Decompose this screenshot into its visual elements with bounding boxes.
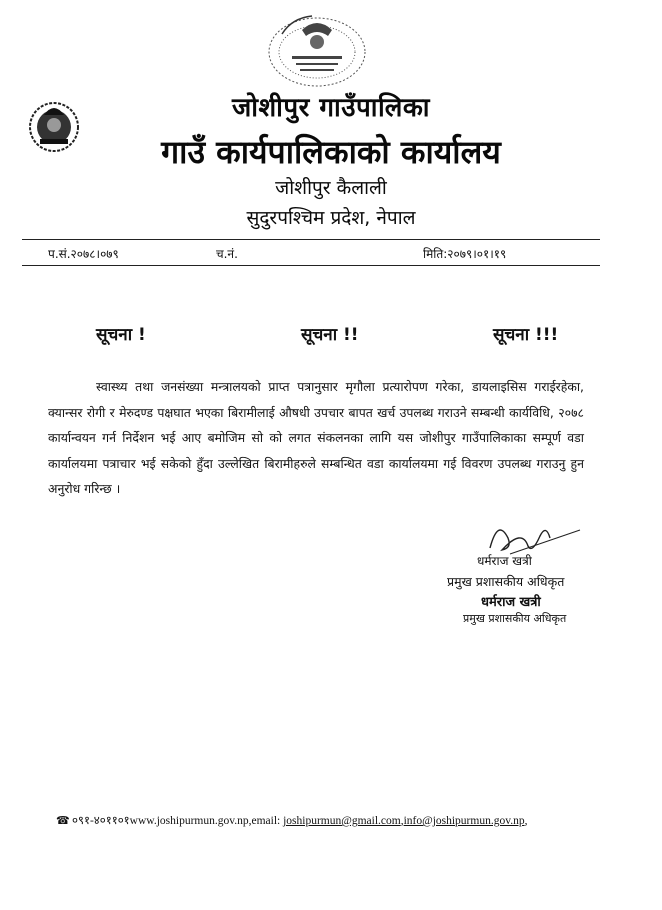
footer-website[interactable]: www.joshipurmun.gov.np, xyxy=(129,815,252,827)
notice-heading-3: सूचना !!! xyxy=(493,325,559,345)
footer-email-1[interactable]: joshipurmun@gmail.com xyxy=(283,815,401,827)
office-province: सुदुरपश्चिम प्रदेश, नेपाल xyxy=(246,207,416,229)
signatory-name-handwritten: धर्मराज खत्री xyxy=(477,554,532,568)
footer-sep: , xyxy=(400,815,404,827)
office-location: जोशीपुर कैलाली xyxy=(275,177,387,199)
letter-date: मिति:२०७९।०१।१९ xyxy=(423,247,507,261)
letter-number: प.सं.२०७८।०७९ xyxy=(48,247,119,261)
contact-footer xyxy=(56,813,616,828)
notice-heading-1: सूचना ! xyxy=(96,325,146,345)
notice-heading-2: सूचना !! xyxy=(301,325,359,345)
office-name: गाउँ कार्यपालिकाको कार्यालय xyxy=(161,133,501,171)
footer-email-label: email: xyxy=(251,815,284,827)
dispatch-number: च.नं. xyxy=(216,247,238,261)
header-divider-bottom xyxy=(22,265,600,266)
signatory-title-handwritten: प्रमुख प्रशासकीय अधिकृत xyxy=(447,574,565,589)
footer-email-2[interactable]: info@joshipurmun.gov.np xyxy=(403,815,525,827)
header-divider-top xyxy=(22,239,600,240)
signatory-title-stamp: प्रमुख प्रशासकीय अधिकृत xyxy=(463,612,567,625)
signatory-name-stamp: धर्मराज खत्री xyxy=(481,595,541,610)
footer-phone: ०९१-४०११०१ xyxy=(72,815,130,827)
office-seal-stamp xyxy=(262,10,372,90)
footer-tail: , xyxy=(524,815,528,827)
notice-body: स्वास्थ्य तथा जनसंख्या मन्त्रालयको प्राप्त पत्रानुसार मृगौला प्रत्यारोपण गरेका, डायलाइसिस गराईरहेका, क्यान्सर रोगी र मेरुदण्ड पक्षघात भएका बिरामीलाई औषधी उपचार बापत खर्च उपलब्ध गराउने सम्बन्धी कार्यविधि, २०७८ कार्यान्वयन गर्न निर्देशन भई आए बमोजिम सो को लगत संकलनका लागि यस जोशीपुर गाउँपालिकाका सम्पूर्ण वडा कार्यालयमा पत्राचार भई सकेको हुँदा उल्लेखित बिरामीहरुले सम्बन्धित वडा कार्यालयमा गई विवरण उपलब्ध गराउनु हुन अनुरोध गरिन्छ । xyxy=(48,379,584,496)
municipality-name: जोशीपुर गाउँपालिका xyxy=(231,93,431,123)
phone-icon: ☎ xyxy=(56,815,70,827)
